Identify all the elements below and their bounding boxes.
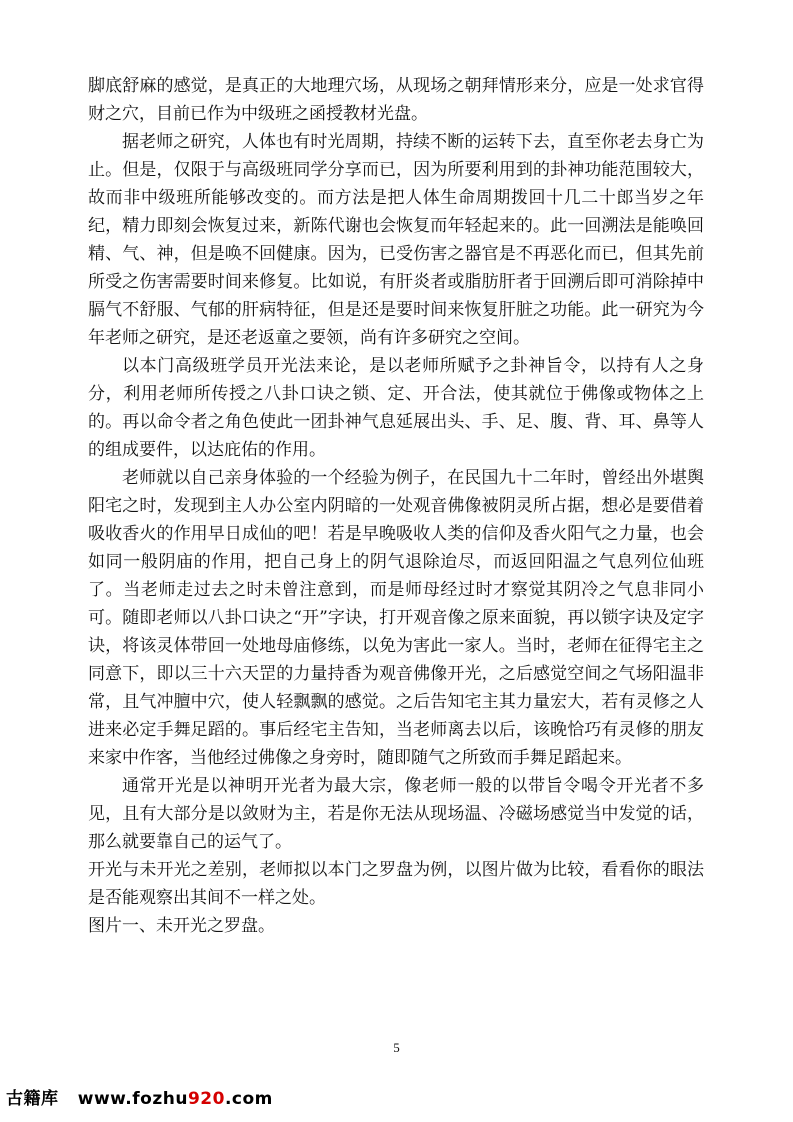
- paragraph-2: 据老师之研究，人体也有时光周期，持续不断的运转下去，直至你老去身亡为止。但是，仅限于与高级班同学分享而已，因为所要利用到的卦神功能范围较大，故而非中级班所能够改变的。而方法是把人体生命周期拨回十几二十郎当岁之年纪，精力即刻会恢复过来，新陈代谢也会恢复而年轻起来的。此一回溯法是能唤回精、气、神，但是唤不回健康。因为，已受伤害之器官是不再恶化而已，但其先前所受之伤害需要时间来修复。比如说，有肝炎者或脂肪肝者于回溯后即可消除掉中膈气不舒服、气郁的肝病特征，但是还是要时间来恢复肝脏之功能。此一研究为今年老师之研究，是还老返童之要领，尚有许多研究之空间。: [88, 132, 704, 348]
- paragraph-5: 通常开光是以神明开光者为最大宗，像老师一般的以带旨令喝令开光者不多见，且有大部分是以敛财为主，若是你无法从现场温、冷磁场感觉当中发觉的话，那么就要靠自己的运气了。: [88, 776, 704, 852]
- footer-watermark-bar: [0, 1074, 793, 1122]
- paragraph-6: 开光与未开光之差别，老师拟以本门之罗盘为例，以图片做为比较，看看你的眼法是否能观察出其间不一样之处。: [88, 860, 704, 908]
- watermark-site-name: 古籍库: [6, 1089, 59, 1109]
- watermark-url-suffix: .com: [224, 1089, 273, 1109]
- watermark-url-number: 920: [187, 1089, 225, 1109]
- document-body: [88, 72, 704, 940]
- watermark-url-prefix: www.fozhu: [77, 1089, 188, 1109]
- site-watermark[interactable]: [6, 1084, 273, 1109]
- paragraph-4: 老师就以自己亲身体验的一个经验为例子，在民国九十二年时，曾经出外堪舆阳宅之时，发现到主人办公室内阴暗的一处观音佛像被阴灵所占据，想必是要借着吸收香火的作用早日成仙的吧！若是早晚吸收人类的信仰及香火阳气之力量，也会如同一般阴庙的作用，把自己身上的阴气退除迨尽，而返回阳温之气息列位仙班了。当老师走过去之时未曾注意到，而是师母经过时才察觉其阴冷之气息非同小可。随即老师以八卦口诀之“开”字诀，打开观音像之原来面貌，再以锁字诀及定字诀，将该灵体带回一处地母庙修练，以免为害此一家人。当时，老师在征得宅主之同意下，即以三十六天罡的力量持香为观音佛像开光，之后感觉空间之气场阳温非常，且气冲膻中穴，使人轻飘飘的感觉。之后告知宅主其力量宏大，若有灵修之人进来必定手舞足蹈的。事后经宅主告知，当老师离去以后，该晚恰巧有灵修的朋友来家中作客，当他经过佛像之身旁时，随即随气之所致而手舞足蹈起来。: [88, 468, 704, 768]
- figure-caption: 图片一、未开光之罗盘。: [88, 916, 275, 936]
- page-number: 5: [393, 1040, 400, 1055]
- paragraph-3: 以本门高级班学员开光法来论，是以老师所赋予之卦神旨令，以持有人之身分，利用老师所传授之八卦口诀之锁、定、开合法，使其就位于佛像或物体之上的。再以命令者之角色使此一团卦神气息延展出头、手、足、腹、背、耳、鼻等人的组成要件，以达庇佑的作用。: [88, 356, 704, 460]
- paragraph-1: 脚底舒麻的感觉，是真正的大地理穴场，从现场之朝拜情形来分，应是一处求官得财之穴，目前已作为中级班之函授教材光盘。: [88, 76, 704, 124]
